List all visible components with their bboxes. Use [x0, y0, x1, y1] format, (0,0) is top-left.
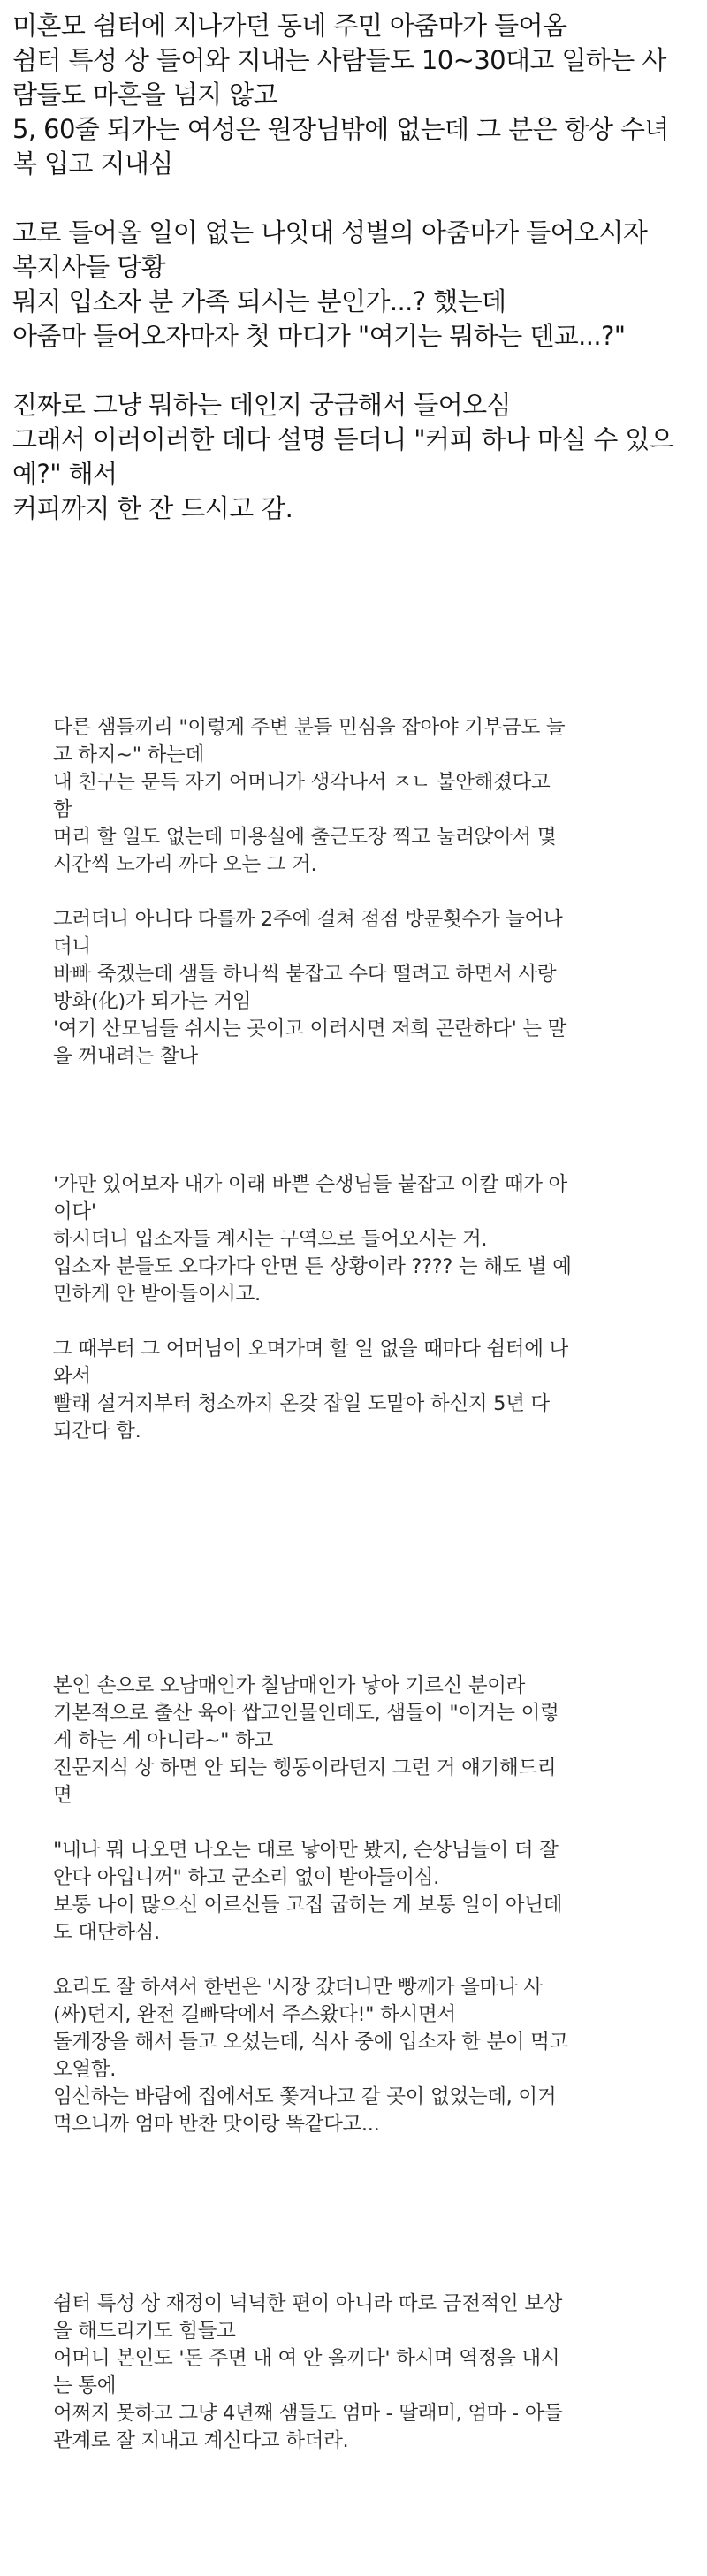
text-line: 기본적으로 출산 육아 쌉고인물인데도, 샘들이 "이거는 이렇 [53, 1702, 559, 1725]
text-line: 아줌마 들어오자마자 첫 마디가 "여기는 뭐하는 덴교...?" [12, 321, 626, 351]
text-line: 고 하지~" 하는데 [53, 743, 204, 766]
quoted-paragraph [53, 1171, 672, 1308]
text-line: 요리도 잘 하셔서 한번은 '시장 갔더니만 빵께가 을마나 사 [53, 1976, 543, 1999]
text-line: 면 [53, 1784, 72, 1807]
quoted-paragraph [53, 1673, 672, 1810]
text-line: 임신하는 바람에 집에서도 쫓겨나고 갈 곳이 없었는데, 이거 [53, 2085, 557, 2108]
text-line: 쉼터 특성 상 들어와 지내는 사람들도 10~30대고 일하는 사 [12, 45, 666, 75]
text-line: 빨래 설거지부터 청소까지 온갖 잡일 도맡아 하신지 5년 다 [53, 1392, 550, 1415]
post-body [12, 9, 698, 560]
text-line: 보통 나이 많으신 어르신들 고집 굽히는 게 보통 일이 아닌데 [53, 1894, 563, 1917]
text-line: 고로 들어올 일이 없는 나잇대 성별의 아줌마가 들어오시자 [12, 217, 648, 248]
text-line: 미혼모 쉼터에 지나가던 동네 주민 아줌마가 들어옴 [12, 11, 567, 41]
quoted-paragraph [53, 1837, 672, 1947]
text-line: 머리 할 일도 없는데 미용실에 출근도장 찍고 눌러앉아서 몇 [53, 826, 557, 849]
text-line: 그래서 이러이러한 데다 설명 듣더니 "커피 하나 마실 수 있으 [12, 424, 674, 454]
text-line: 다른 샘들끼리 "이렇게 주변 분들 민심을 잡아야 기부금도 늘 [53, 716, 566, 739]
text-line: 이다' [53, 1200, 96, 1223]
text-line: "내나 뭐 나오면 나오는 대로 낳아만 봤지, 슨상님들이 더 잘 [53, 1839, 559, 1862]
text-line: 하시더니 입소자들 계시는 구역으로 들어오시는 거. [53, 1228, 488, 1251]
text-line: 바빠 죽겠는데 샘들 하나씩 붙잡고 수다 떨려고 하면서 사랑 [53, 963, 557, 986]
text-line: 내 친구는 문득 자기 어머니가 생각나서 ㅈㄴ 불안해졌다고 [53, 771, 551, 794]
quoted-screenshot-4 [53, 2290, 672, 2482]
quoted-screenshot-2 [53, 1171, 672, 1473]
post-paragraph-1 [12, 9, 698, 181]
text-line: 뭐지 입소자 분 가족 되시는 분인가...? 했는데 [12, 286, 506, 316]
quoted-screenshot-3 [53, 1673, 672, 2166]
text-line: 을 해드리기도 힘들고 [53, 2320, 236, 2343]
text-line: 더니 [53, 935, 91, 958]
text-line: 복 입고 지내심 [12, 149, 173, 179]
text-line: 방화(化)가 되가는 거임 [53, 990, 252, 1013]
text-line: '여기 산모님들 쉬시는 곳이고 이러시면 저희 곤란하다' 는 말 [53, 1017, 567, 1040]
text-line: 커피까지 한 잔 드시고 감. [12, 493, 293, 523]
text-line: 되간다 함. [53, 1420, 141, 1443]
text-line: 먹으니까 엄마 반찬 맛이랑 똑같다고... [53, 2113, 380, 2136]
text-line: 안다 아입니꺼" 하고 군소리 없이 받아들이심. [53, 1866, 439, 1889]
text-line: 입소자 분들도 오다가다 안면 튼 상황이라 ???? 는 해도 별 예 [53, 1255, 572, 1278]
text-line: 본인 손으로 오남매인가 칠남매인가 낳아 기르신 분이라 [53, 1674, 526, 1697]
text-line: 민하게 안 받아들이시고. [53, 1283, 261, 1306]
post-paragraph-3 [12, 388, 698, 526]
text-line: 어머니 본인도 '돈 주면 내 여 안 올끼다' 하시며 역정을 내시 [53, 2347, 560, 2370]
text-line: 쉼터 특성 상 재정이 넉넉한 편이 아니라 따로 금전적인 보상 [53, 2292, 563, 2315]
quoted-paragraph [53, 2290, 672, 2455]
text-line: 오열함. [53, 2058, 117, 2081]
text-line: 함 [53, 798, 72, 821]
text-line: 는 통에 [53, 2374, 117, 2397]
text-line: 그 때부터 그 어머님이 오며가며 할 일 없을 때마다 쉼터에 나 [53, 1338, 568, 1360]
text-line: 진짜로 그냥 뭐하는 데인지 궁금해서 들어오심 [12, 390, 511, 420]
text-line: 관계로 잘 지내고 계신다고 하더라. [53, 2429, 349, 2452]
text-line: 어쩌지 못하고 그냥 4년째 샘들도 엄마 - 딸래미, 엄마 - 아들 [53, 2402, 563, 2425]
text-line: 람들도 마흔을 넘지 않고 [12, 80, 277, 110]
quoted-paragraph [53, 906, 672, 1071]
quoted-paragraph [53, 1336, 672, 1445]
text-line: (싸)던지, 완전 길빠닥에서 주스왔다!" 하시면서 [53, 2003, 456, 2026]
text-line: 시간씩 노가리 까다 오는 그 거. [53, 853, 317, 876]
text-line: 게 하는 게 아니라~" 하고 [53, 1729, 273, 1752]
text-line: 도 대단하심. [53, 1921, 160, 1944]
post-paragraph-2 [12, 216, 698, 354]
quoted-paragraph [53, 714, 672, 879]
text-line: 전문지식 상 하면 안 되는 행동이라던지 그런 거 얘기해드리 [53, 1757, 557, 1780]
text-line: '가만 있어보자 내가 이래 바쁜 슨생님들 붙잡고 이칼 때가 아 [53, 1173, 567, 1196]
text-line: 5, 60줄 되가는 여성은 원장님밖에 없는데 그 분은 항상 수녀 [12, 114, 669, 144]
text-line: 돌게장을 해서 들고 오셨는데, 식사 중에 입소자 한 분이 먹고 [53, 2031, 568, 2054]
text-line: 그러더니 아니다 다를까 2주에 걸쳐 점점 방문횟수가 늘어나 [53, 908, 563, 931]
text-line: 와서 [53, 1365, 91, 1388]
text-line: 을 꺼내려는 찰나 [53, 1045, 198, 1068]
quoted-screenshot-1 [53, 714, 672, 1098]
quoted-paragraph [53, 1974, 672, 2138]
text-line: 예?" 해서 [12, 459, 118, 489]
text-line: 복지사들 당황 [12, 252, 166, 282]
